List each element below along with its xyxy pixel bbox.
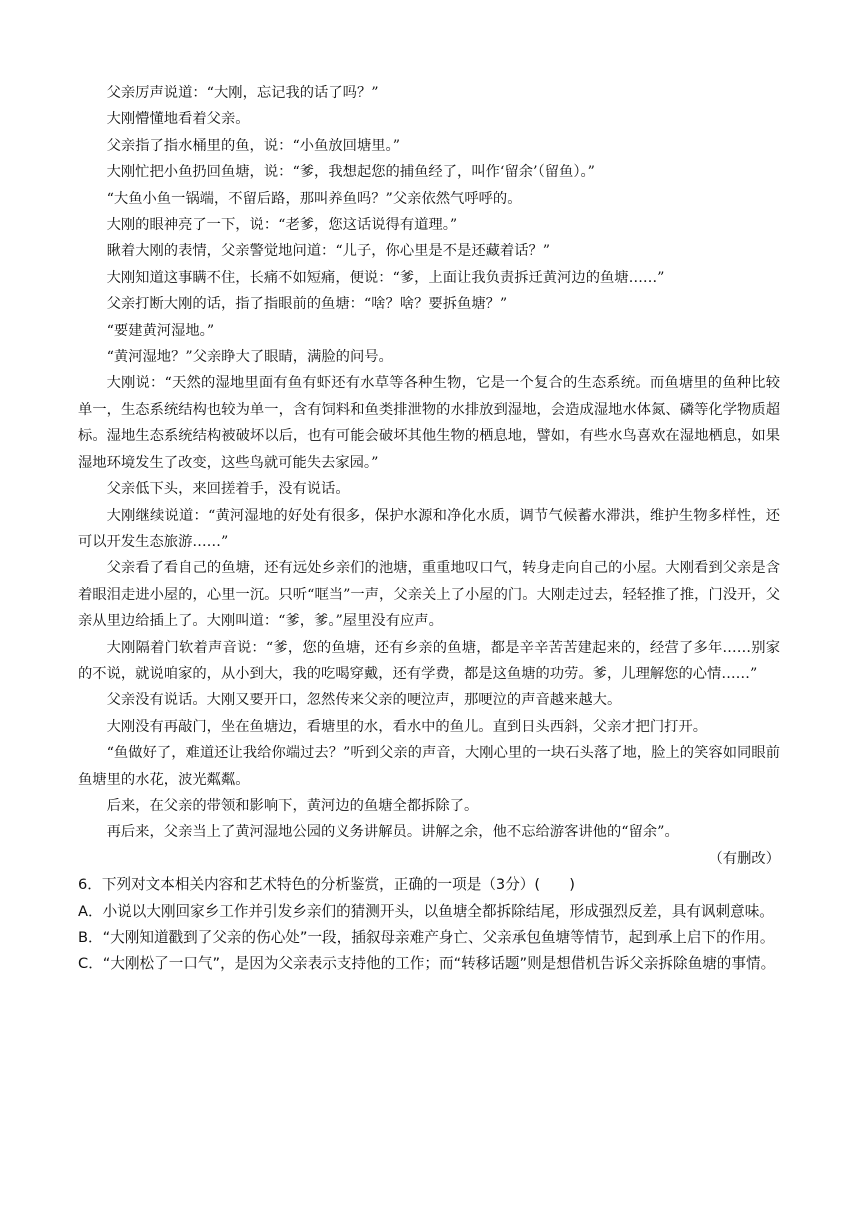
paragraph: 父亲低下头，来回搓着手，没有说话。 [106, 481, 350, 498]
paragraph: “大鱼小鱼一锅端，不留后路，那叫养鱼吗？”父亲依然气呼呼的。 [106, 190, 522, 207]
option-text: 小说以大刚回家乡工作并引发乡亲们的猜测开头，以鱼塘全都拆除结尾，形成强烈反差，具有讽刺意味。 [102, 902, 774, 920]
paragraph: 大刚忙把小鱼扔回鱼塘，说：“爹，我想起您的捕鱼经了，叫作‘留余’（留鱼）。” [106, 164, 595, 181]
paragraph: 父亲打断大刚的话，指了指眼前的鱼塘：“啥？啥？要拆鱼塘？” [106, 296, 508, 313]
option-text: “大刚松了一口气”，是因为父亲表示支持他的工作；而“转移话题”则是想借机告诉父亲拆除鱼塘的事情。 [102, 955, 776, 973]
paragraph: 父亲厉声说道：“大刚，忘记我的话了吗？” [106, 85, 379, 101]
paragraph: 大刚没有再敲门，坐在鱼塘边，看塘里的水，看水中的鱼儿。直到日头西斜，父亲才把门打开。 [106, 718, 708, 735]
paragraph: “鱼做好了，难道还让我给你端过去？”听到父亲的声音，大刚心里的一块石头落了地，脸上的笑容如同眼前鱼塘里的水花，波光粼粼。 [78, 745, 780, 788]
option-label: C． [78, 955, 103, 973]
paragraph: 大刚的眼神亮了一下，说：“老爹，您这话说得有道理。” [106, 217, 458, 234]
story-passage [78, 80, 780, 846]
option-c [78, 951, 780, 977]
paragraph: 后来，在父亲的带领和影响下，黄河边的鱼塘全都拆除了。 [106, 797, 479, 814]
paragraph: “要建黄河湿地。” [106, 322, 215, 339]
question-stem: 6．下列对文本相关内容和艺术特色的分析鉴赏，正确的一项是（3分）( ) [78, 876, 575, 894]
paragraph: 瞅着大刚的表情，父亲警觉地问道：“儿子，你心里是不是还藏着话？” [106, 243, 551, 260]
option-label: A． [78, 902, 103, 920]
option-label: B． [78, 929, 103, 946]
option-a [78, 899, 780, 925]
paragraph: 再后来，父亲当上了黄河湿地公园的义务讲解员。讲解之余，他不忘给游客讲他的“留余”。 [106, 824, 679, 841]
document-page [78, 80, 780, 978]
paragraph: 大刚隔着门软着声音说：“爹，您的鱼塘，还有乡亲的鱼塘，都是辛辛苦苦建起来的，经营了多年……别家的不说，就说咱家的，从小到大，我的吃喝穿戴，还有学费，都是这鱼塘的功劳。爹，儿理解您的心情……” [78, 639, 780, 682]
question-6 [78, 872, 780, 978]
paragraph: 大刚说：“天然的湿地里面有鱼有虾还有水草等各种生物，它是一个复合的生态系统。而鱼塘里的鱼种比较单一，生态系统结构也较为单一，含有饲料和鱼类排泄物的水排放到湿地，会造成湿地水体氮、磷等化学物质超标。湿地生态系统结构被破坏以后，也有可能会破坏其他生物的栖息地，譬如，有些水鸟喜欢在湿地栖息，如果湿地环境发生了改变，这些鸟就可能失去家园。” [78, 375, 780, 471]
paragraph: 父亲指了指水桶里的鱼，说：“小鱼放回塘里。” [106, 137, 400, 154]
paragraph: 大刚知道这事瞒不住，长痛不如短痛，便说：“爹，上面让我负责拆迁黄河边的鱼塘……” [106, 269, 665, 286]
paragraph: 大刚懵懂地看着父亲。 [106, 111, 250, 128]
paragraph: 父亲看了看自己的鱼塘，还有远处乡亲们的池塘，重重地叹口气，转身走向自己的小屋。大刚看到父亲是含着眼泪走进小屋的，心里一沉。只听“哐当”一声，父亲关上了小屋的门。大刚走过去，轻轻推了推，门没开，父亲从里边给插上了。大刚叫道：“爹，爹。”屋里没有应声。 [78, 560, 780, 630]
paragraph: “黄河湿地？”父亲睁大了眼睛，满脸的问号。 [106, 349, 393, 366]
paragraph: 大刚继续说道：“黄河湿地的好处有很多，保护水源和净化水质，调节气候蓄水滞洪，维护生物多样性，还可以开发生态旅游……” [78, 507, 780, 550]
option-b [78, 925, 780, 951]
source-note: （有删改） [708, 850, 780, 867]
paragraph: 父亲没有说话。大刚又要开口，忽然传来父亲的哽泣声，那哽泣的声音越来越大。 [106, 692, 622, 709]
option-text: “大刚知道戳到了父亲的伤心处”一段，插叙母亲难产身亡、父亲承包鱼塘等情节，起到承上启下的作用。 [102, 929, 775, 946]
